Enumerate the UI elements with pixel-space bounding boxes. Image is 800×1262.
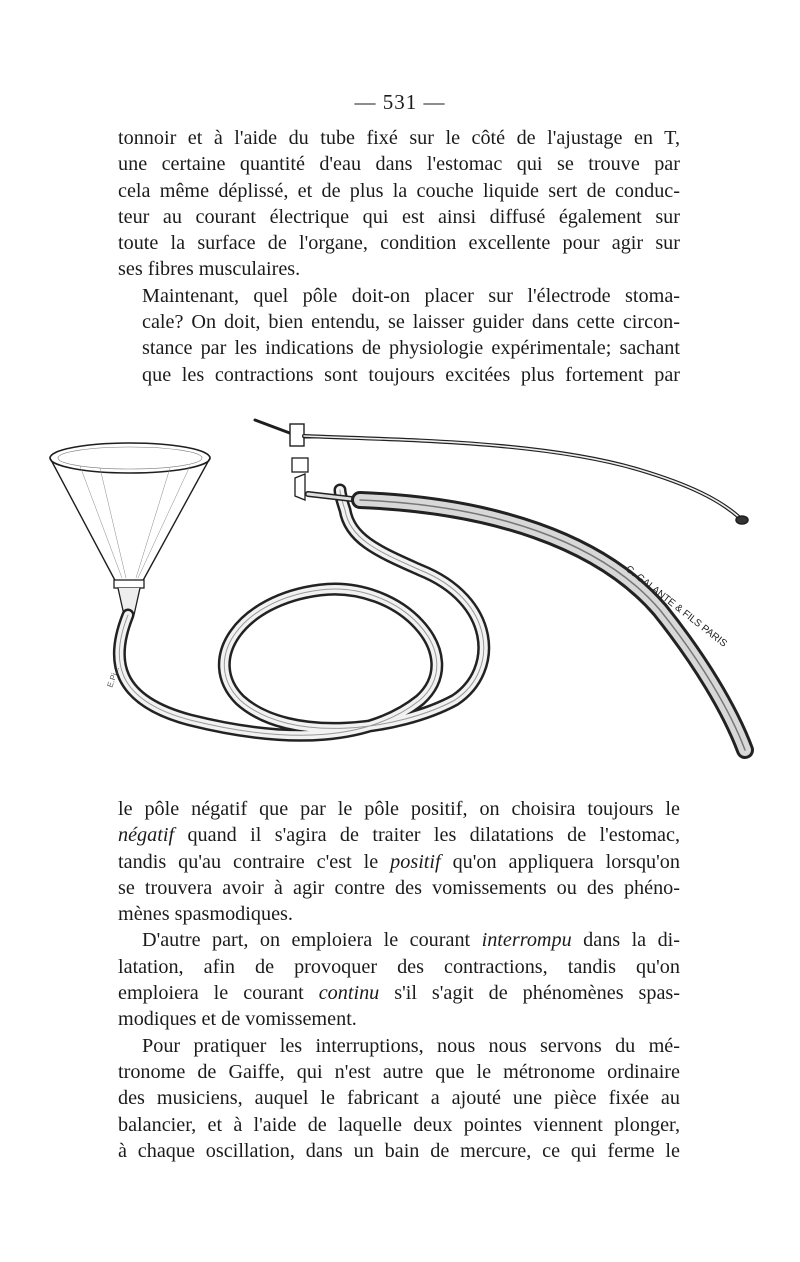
text-run: qu'on appliquera lorsqu'on [440,850,680,873]
text-line: à chaque oscillation, dans un bain de mercure, ce qui ferme le [118,1139,680,1162]
text-line: cela même déplissé, et de plus la couche liquide sert de conduc- [118,179,680,202]
text-line: le pôle négatif que par le pôle positif, on choisira toujours le [118,798,680,820]
paragraph-1 [118,125,680,283]
text-line: toute la surface de l'organe, condition excellente pour agir sur [118,232,680,255]
text-line [118,980,680,1006]
text-run: D'autre part, on emploiera le courant [142,929,482,952]
text-line: que les contractions sont toujours excitées plus fortement par [142,363,680,386]
emphasis: négatif [118,824,175,847]
text-line [118,927,680,953]
text-run: quand il s'agira de traiter les dilatations de l'estomac, [174,824,680,847]
text-line: mènes spasmodiques. [118,903,293,926]
text-line: cale? On doit, bien entendu, se laisser guider dans cette circon- [142,311,680,334]
text-line: stance par les indications de physiologie expérimentale; sachant [142,337,680,360]
engraver-label: E.Pi... [105,665,122,689]
bottom-text-block [118,796,680,1164]
text-line: tronome de Gaiffe, qui n'est autre que le métronome ordinaire [118,1060,680,1083]
electrode-wire-icon [304,436,748,524]
rubber-hose-icon [119,490,483,735]
funnel-icon [50,443,210,615]
emphasis: positif [390,850,441,873]
paragraph-5 [118,1033,680,1164]
text-line: teur au courant électrique qui est ainsi diffusé également sur [118,205,680,228]
stomach-tube-illustration [40,400,780,800]
text-line: modiques et de vomissement. [118,1008,357,1031]
emphasis: interrompu [481,929,572,952]
text-line: balancier, et à l'aide de laquelle deux pointes viennent plonger, [118,1113,680,1136]
text-line: Pour pratiquer les interruptions, nous nous servons du mé- [142,1034,680,1057]
paragraph-2 [118,283,680,388]
page-number: — 531 — [354,90,446,114]
text-line: Maintenant, quel pôle doit-on placer sur l'électrode stoma- [142,284,680,307]
maker-label: G. GALANTE & FILS PARIS [623,563,729,650]
text-line: des musiciens, auquel le fabricant a ajouté une pièce fixée au [118,1087,680,1110]
paragraph-4 [118,927,680,1032]
top-text-block [118,125,680,388]
text-line: tonnoir et à l'aide du tube fixé sur le côté de l'ajustage en T, [118,127,680,149]
text-line: ses fibres musculaires. [118,258,301,281]
text-line: latation, afin de provoquer des contractions, tandis qu'on [118,955,680,978]
text-line: se trouvera avoir à agir contre des vomissements ou des phéno- [118,876,680,899]
text-run: emploiera le courant [118,982,319,1005]
text-line [118,849,680,875]
text-run: tandis qu'au contraire c'est le [118,850,391,873]
text-run: dans la di- [571,929,680,952]
text-run: s'il s'agit de phénomènes spas- [379,982,680,1005]
text-line: une certaine quantité d'eau dans l'estomac qui se trouve par [118,153,680,176]
emphasis: continu [318,982,380,1005]
text-line [118,822,680,848]
paragraph-3 [118,796,680,927]
